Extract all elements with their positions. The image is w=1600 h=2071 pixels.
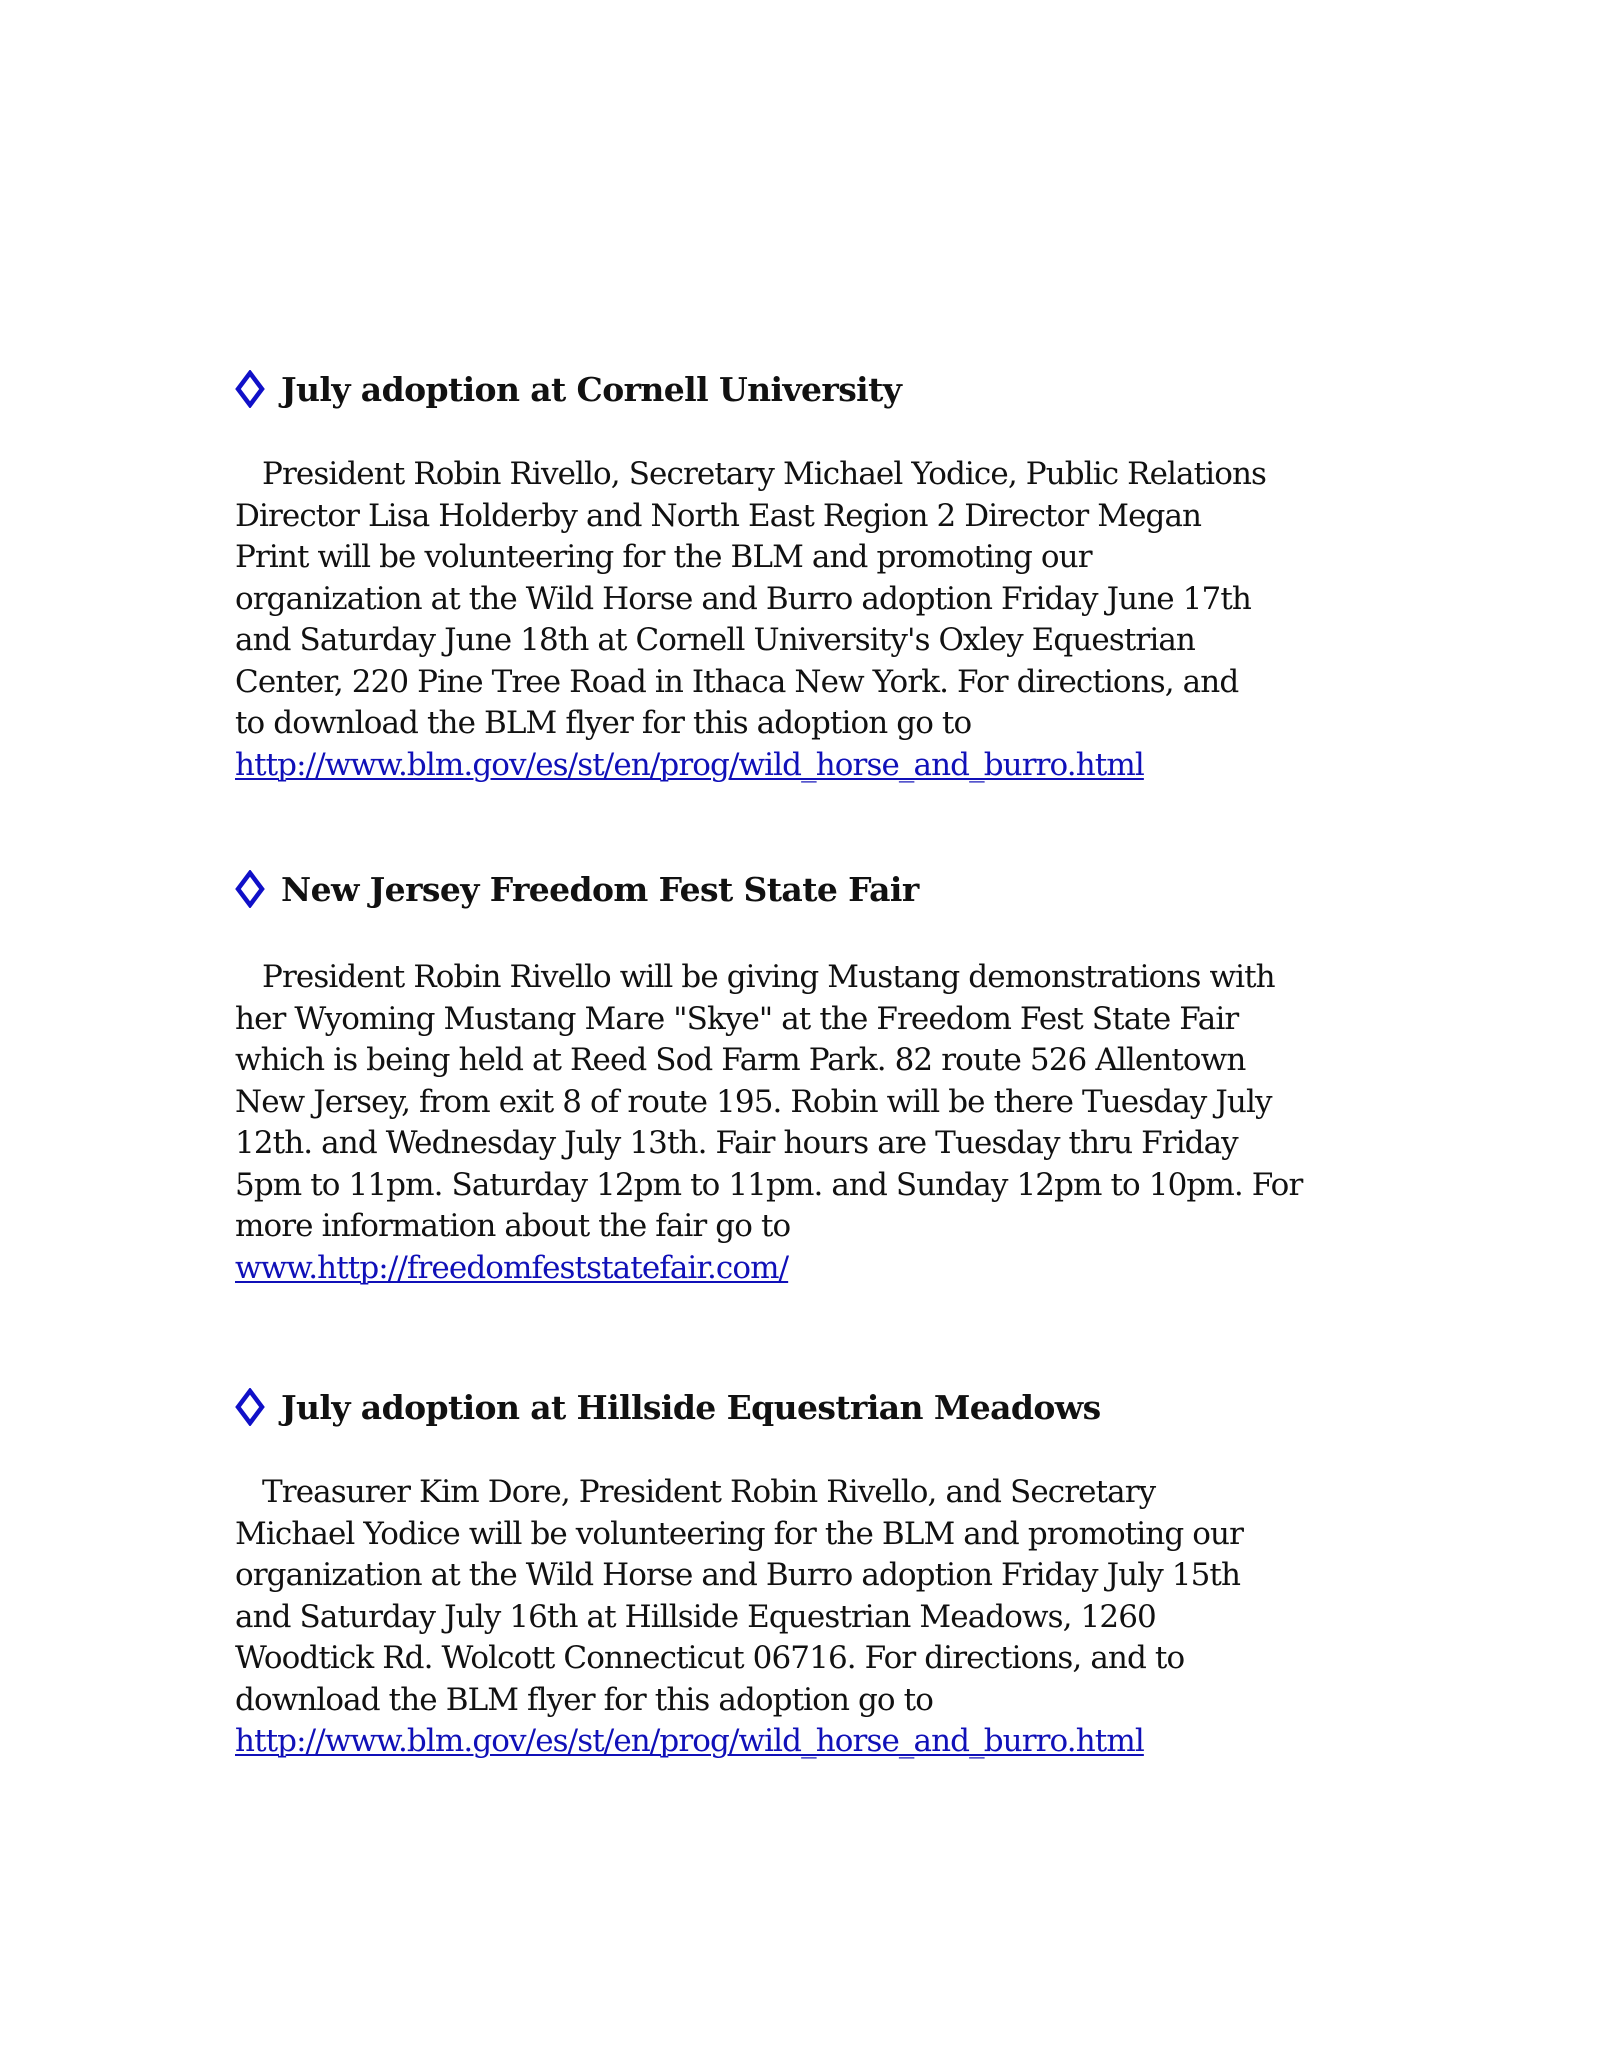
section-heading	[235, 864, 1385, 914]
blm-link[interactable]: http://www.blm.gov/es/st/en/prog/wild_horse_and_burro.html	[235, 746, 1144, 783]
section-body	[235, 957, 1385, 1289]
freedom-fest-link[interactable]: www.http://freedomfeststatefair.com/	[235, 1249, 789, 1286]
body-line: Director Lisa Holderby and North East Region 2 Director Megan	[235, 497, 1202, 534]
body-line: President Robin Rivello will be giving Mustang demonstrations with	[262, 959, 1275, 995]
body-line: Treasurer Kim Dore, President Robin Rivello, and Secretary	[262, 1474, 1156, 1510]
body-line: 12th. and Wednesday July 13th. Fair hours are Tuesday thru Friday	[235, 1125, 1238, 1161]
section-hillside-adoption	[235, 1382, 1385, 1763]
body-line: Print will be volunteering for the BLM and promoting our	[235, 539, 1092, 575]
body-line: download the BLM flyer for this adoption go to	[235, 1681, 933, 1718]
diamond-bullet-icon	[235, 370, 265, 408]
body-line: 5pm to 11pm. Saturday 12pm to 11pm. and Sunday 12pm to 10pm. For	[235, 1166, 1303, 1203]
body-line: organization at the Wild Horse and Burro adoption Friday June 17th	[235, 580, 1251, 617]
section-title: July adoption at Cornell University	[281, 369, 902, 409]
section-cornell-adoption	[235, 364, 1385, 786]
section-freedom-fest	[235, 864, 1385, 1289]
blm-link[interactable]: http://www.blm.gov/es/st/en/prog/wild_horse_and_burro.html	[235, 1723, 1144, 1759]
section-heading	[235, 1382, 1385, 1432]
body-line: Center, 220 Pine Tree Road in Ithaca New York. For directions, and	[235, 663, 1239, 700]
body-line: and Saturday June 18th at Cornell University's Oxley Equestrian	[235, 622, 1195, 658]
body-line: her Wyoming Mustang Mare "Skye" at the Freedom Fest State Fair	[235, 1000, 1239, 1037]
section-title: July adoption at Hillside Equestrian Meadows	[281, 1387, 1101, 1427]
section-title: New Jersey Freedom Fest State Fair	[281, 869, 919, 909]
body-line: more information about the fair go to	[235, 1208, 791, 1244]
body-line: to download the BLM flyer for this adoption go to	[235, 705, 972, 741]
body-line: President Robin Rivello, Secretary Michael Yodice, Public Relations	[262, 456, 1267, 492]
body-line: and Saturday July 16th at Hillside Equestrian Meadows, 1260	[235, 1598, 1156, 1635]
diamond-bullet-icon	[235, 870, 265, 908]
section-body	[235, 1472, 1385, 1763]
section-body	[235, 454, 1385, 786]
body-line: which is being held at Reed Sod Farm Park. 82 route 526 Allentown	[235, 1042, 1246, 1078]
diamond-bullet-icon	[235, 1388, 265, 1426]
section-heading	[235, 364, 1385, 414]
body-line: New Jersey, from exit 8 of route 195. Robin will be there Tuesday July	[235, 1083, 1272, 1120]
body-line: organization at the Wild Horse and Burro adoption Friday July 15th	[235, 1557, 1241, 1593]
body-line: Michael Yodice will be volunteering for the BLM and promoting our	[235, 1515, 1243, 1552]
body-line: Woodtick Rd. Wolcott Connecticut 06716. For directions, and to	[235, 1640, 1185, 1676]
